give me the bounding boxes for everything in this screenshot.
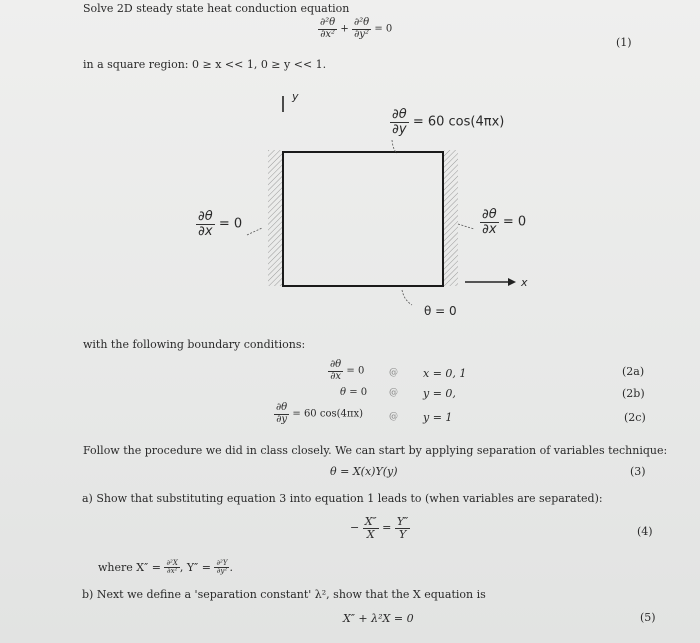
title: Solve 2D steady state heat conduction equation [83,2,350,15]
part-b: b) Next we define a 'separation constant' λ², show that the X equation is [82,588,486,601]
eq4-number: (4) [637,525,653,538]
right-wall-hatch [444,150,458,286]
bc-intro: with the following boundary conditions: [83,338,306,351]
x-axis-label: x [521,276,528,289]
top-bc: $\frac{\partial\theta}{\partial y}$ = 60 cos(4πx) [392,107,505,137]
equation-3: θ = X(x)Y(y) [330,465,398,478]
follow-text: Follow the procedure we did in class closely. We can start by applying separation of variables technique: [83,444,668,457]
equation-1: $\frac{\text{∂²θ}}{\text{∂x²}}$ + $\frac{\text{∂²θ}}{\text{∂y²}}$ = 0 [320,17,393,40]
d2theta-dx2: $\frac{\text{∂²θ}}{\text{∂x²}}$ [320,17,336,40]
part-a: a) Show that substituting equation 3 into equation 1 leads to (when variables are separated): [82,492,603,505]
eq3-number: (3) [630,465,646,478]
eq5-number: (5) [640,611,656,624]
bc-2b: θ = 0 [340,387,368,398]
equation-5: X″ + λ²X = 0 [343,612,414,625]
bc-2c: $\frac{\partial\theta}{\partial y}$ = 60 cos(4πx) [276,402,363,425]
bottom-bc: θ = 0 [424,304,457,318]
x-axis-arrowhead [508,278,516,286]
at-symbol: @ [389,412,398,422]
bc-2b-condition: y = 0, [423,387,456,400]
bc-2a: $\frac{\partial\theta}{\partial x}$ = 0 [330,359,365,382]
eq2c-number: (2c) [624,411,646,424]
left-bc: $\frac{\partial\theta}{\partial x}$ = 0 [198,209,243,239]
d2theta-dy2: $\frac{\text{∂²θ}}{\text{∂y²}}$ [353,17,370,40]
bc-2c-condition: y = 1 [423,411,453,424]
bc-2a-condition: x = 0, 1 [423,367,467,380]
at-symbol: @ [389,368,398,378]
region-text: in a square region: 0 ≥ x << 1, 0 ≥ y << 1. [83,58,327,71]
eq2b-number: (2b) [622,387,645,400]
left-wall-hatch [268,150,282,286]
bottom-bc-leader [402,290,412,305]
right-bc: $\frac{\partial\theta}{\partial x}$ = 0 [482,207,527,237]
left-bc-leader [247,228,262,235]
where-definitions: where X″ = $\frac{\text{∂²X}}{\text{∂x²}}$ , Y″ = $\frac{\text{∂²Y}}{\text{∂y²}}$ . [98,559,233,576]
eq2a-number: (2a) [622,365,645,378]
y-axis-label: y [292,90,299,103]
at-symbol: @ [389,388,398,398]
right-bc-leader [458,224,474,229]
square-domain [283,152,443,286]
eq1-number: (1) [616,36,632,49]
equation-4: − $\frac{X''}{X}$ = $\frac{Y''}{Y}$ [350,515,409,541]
